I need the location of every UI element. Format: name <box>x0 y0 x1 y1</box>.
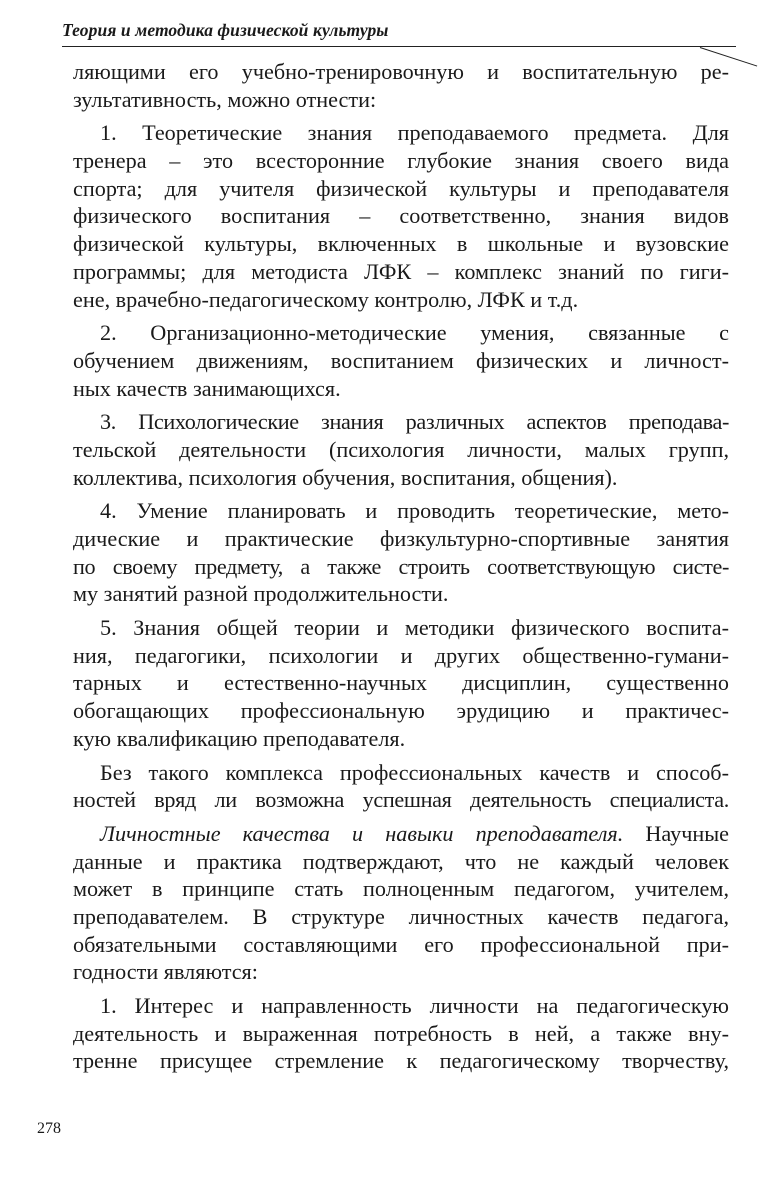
text-line: тельской деятельности (психология личности, малых групп, <box>73 436 729 462</box>
text-line: годности являются: <box>73 959 258 985</box>
text-line: обязательными составляющими его профессиональной при- <box>73 931 729 957</box>
text-line: ене, врачебно-педагогическому контролю, ЛФК и т.д. <box>73 286 579 312</box>
text-line: деятельность и выраженная потребность в ней, а также вну- <box>73 1020 729 1046</box>
running-header: Теория и методика физической культуры <box>62 20 389 40</box>
paragraph-quality-1 <box>73 992 729 1075</box>
text-line: дические и практические физкультурно-спортивные занятия <box>73 526 729 551</box>
section-run-in-heading: Личностные качества и навыки преподавателя. <box>100 820 624 846</box>
text-line: ния, педагогики, психологии и других общественно-гумани- <box>73 642 729 668</box>
paragraph-item-4 <box>73 497 729 608</box>
text-line: обогащающих профессиональную эрудицию и практичес- <box>73 698 729 724</box>
text-line: 1. Интерес и направленность личности на педагогическую <box>100 993 729 1018</box>
page-number: 278 <box>37 1120 61 1137</box>
text-line: 1. Теоретические знания преподаваемого предмета. Для <box>100 120 729 146</box>
paragraph-summary <box>73 759 729 814</box>
text-line: кую квалификацию преподавателя. <box>73 725 406 751</box>
text-line: по своему предмету, а также строить соответствующую систе- <box>73 553 729 579</box>
text-line: 2. Организационно-методические умения, связанные с <box>100 320 729 346</box>
text-line: коллектива, психология обучения, воспитания, общения). <box>73 464 618 490</box>
text-run: Научные <box>623 820 729 846</box>
text-line: тренне присущее стремление к педагогическому творчеству, <box>73 1048 729 1074</box>
paragraph-item-5 <box>73 614 729 752</box>
body-text <box>73 58 729 1075</box>
text-line: тренера – это всесторонние глубокие знания своего вида <box>73 148 729 174</box>
text-line: му занятий разной продолжительности. <box>73 581 449 607</box>
text-line: данные и практика подтверждают, что не каждый человек <box>73 848 729 874</box>
paragraph-personal-qualities <box>73 820 729 986</box>
text-line <box>73 820 729 848</box>
paragraph-continuation <box>73 58 729 113</box>
text-line: обучением движениям, воспитанием физических и личност- <box>73 347 729 373</box>
text-line: тарных и естественно-научных дисциплин, существенно <box>73 670 729 696</box>
text-line: может в принципе стать полноценным педагогом, учителем, <box>73 876 729 902</box>
text-line: спорта; для учителя физической культуры и преподавателя <box>73 175 729 201</box>
text-line: ляющими его учебно-тренировочную и воспитательную ре- <box>73 59 729 84</box>
text-line: преподавателем. В структуре личностных качеств педагога, <box>73 903 729 929</box>
text-line: ных качеств занимающихся. <box>73 375 341 401</box>
paragraph-item-3 <box>73 408 729 491</box>
text-line: программы; для методиста ЛФК – комплекс знаний по гиги- <box>73 258 729 284</box>
paragraph-item-1 <box>73 119 729 313</box>
paragraph-item-2 <box>73 319 729 402</box>
text-line: 3. Психологические знания различных аспектов преподава- <box>100 409 729 435</box>
text-line: 4. Умение планировать и проводить теоретические, мето- <box>100 498 729 524</box>
text-line: 5. Знания общей теории и методики физического воспита- <box>100 615 729 641</box>
text-line: ностей вряд ли возможна успешная деятельность специалиста. <box>73 787 729 813</box>
text-line: зультативность, можно отнести: <box>73 86 377 112</box>
text-line: физической культуры, включенных в школьные и вузовские <box>73 231 729 257</box>
text-line: физического воспитания – соответственно, знания видов <box>73 203 729 229</box>
header-rule <box>62 46 736 47</box>
text-line: Без такого комплекса профессиональных качеств и способ- <box>100 759 729 785</box>
